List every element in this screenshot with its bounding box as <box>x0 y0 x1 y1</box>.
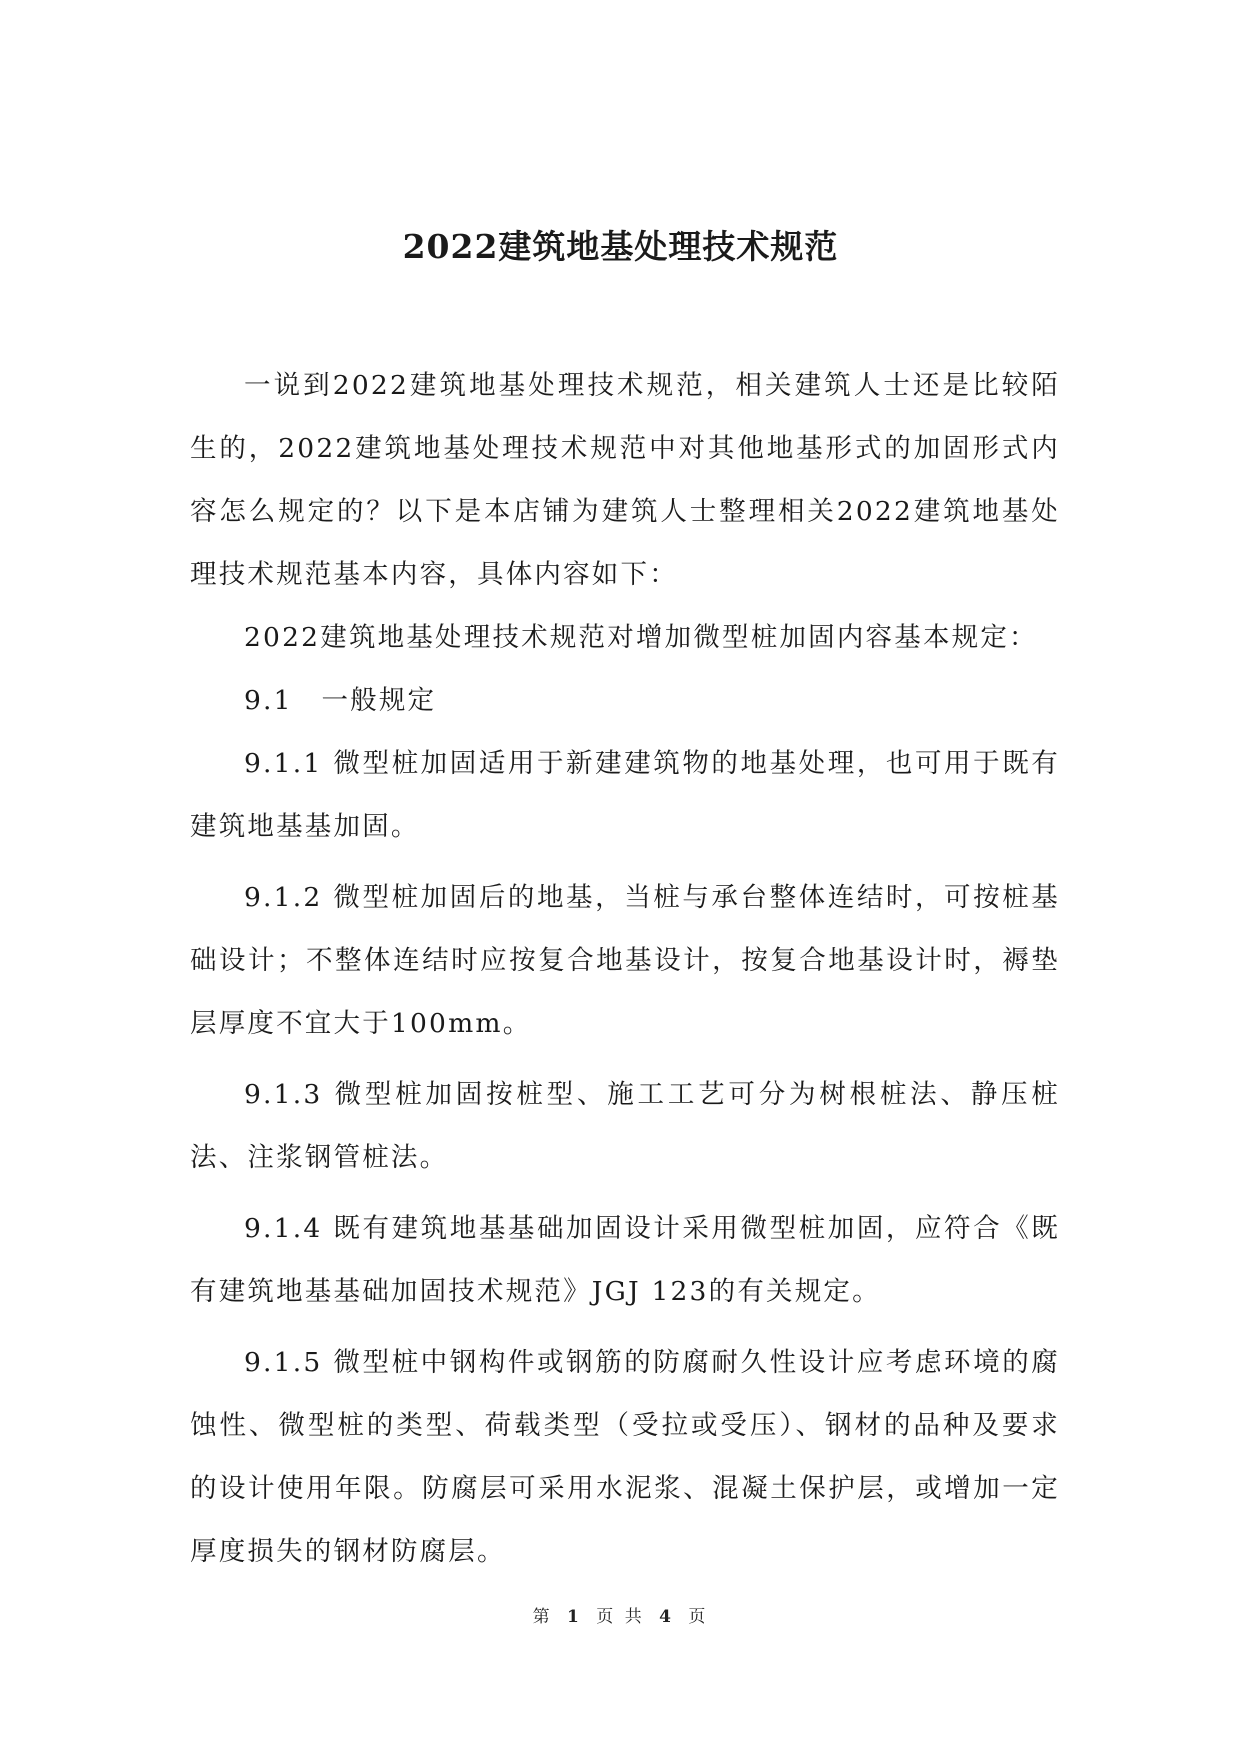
clause-9-1-1: 9.1.1 微型桩加固适用于新建建筑物的地基处理，也可用于既有建筑地基基加固。 <box>190 748 1060 842</box>
footer-total-pages: 4 <box>659 1607 674 1627</box>
document-title: 2022建筑地基处理技术规范 <box>402 227 839 266</box>
section-heading-9-1: 9.1 一般规定 <box>244 685 437 716</box>
page-footer <box>0 1602 1241 1627</box>
clause-9-1-2: 9.1.2 微型桩加固后的地基，当桩与承台整体连结时，可按桩基础设计；不整体连结时应按复合地基设计，按复合地基设计时，褥垫层厚度不宜大于100mm。 <box>190 882 1060 1039</box>
clause-9-1-4: 9.1.4 既有建筑地基基础加固设计采用微型桩加固，应符合《既有建筑地基基础加固技术规范》JGJ 123的有关规定。 <box>190 1213 1060 1307</box>
paragraph-intro: 一说到2022建筑地基处理技术规范，相关建筑人士还是比较陌生的，2022建筑地基处理技术规范中对其他地基形式的加固形式内容怎么规定的？以下是本店铺为建筑人士整理相关2022建筑地基处理技术规范基本内容，具体内容如下： <box>190 370 1060 590</box>
clause-9-1-3: 9.1.3 微型桩加固按桩型、施工工艺可分为树根桩法、静压桩法、注浆钢管桩法。 <box>190 1079 1060 1173</box>
document-body <box>190 354 1060 1583</box>
footer-suffix: 页 <box>688 1607 709 1627</box>
footer-prefix: 第 <box>532 1607 553 1627</box>
footer-middle: 页 共 <box>596 1607 645 1627</box>
footer-current-page: 1 <box>567 1607 582 1627</box>
clause-9-1-5: 9.1.5 微型桩中钢构件或钢筋的防腐耐久性设计应考虑环境的腐蚀性、微型桩的类型、荷载类型（受拉或受压）、钢材的品种及要求的设计使用年限。防腐层可采用水泥浆、混凝土保护层，或增加一定厚度损失的钢材防腐层。 <box>190 1347 1060 1567</box>
paragraph-subheading: 2022建筑地基处理技术规范对增加微型桩加固内容基本规定： <box>244 622 1038 653</box>
